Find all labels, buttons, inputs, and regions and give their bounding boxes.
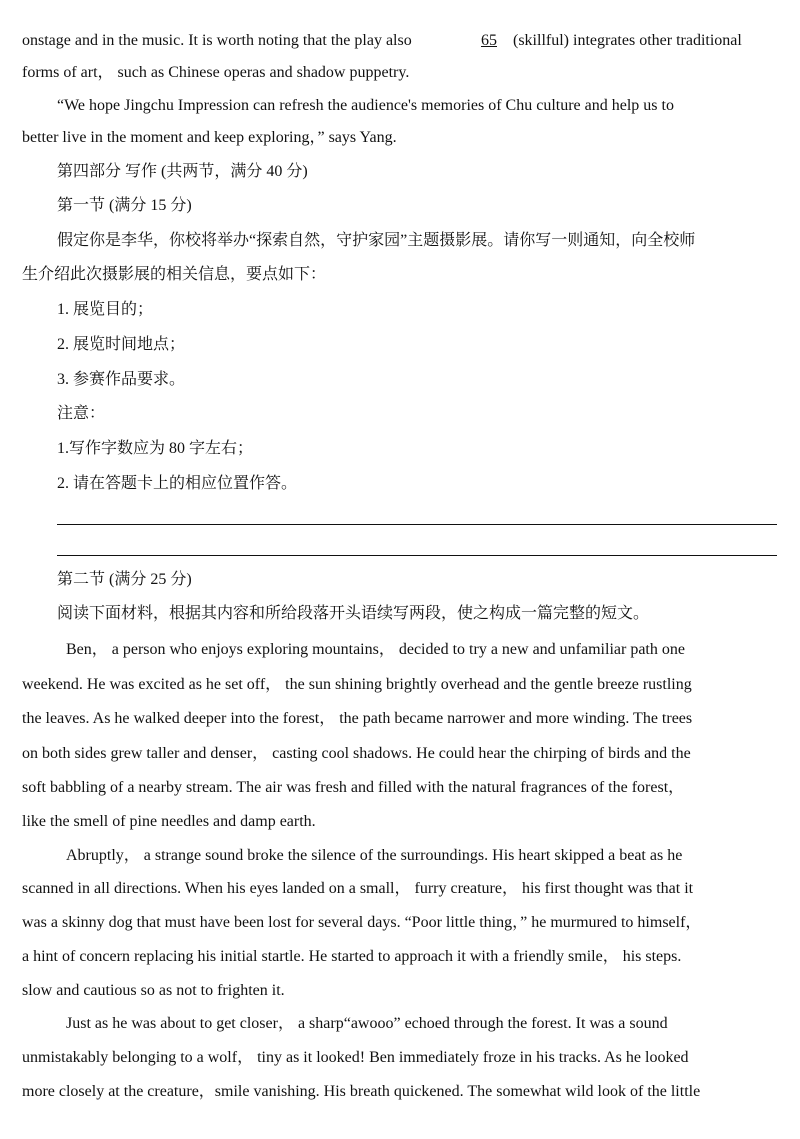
prompt-line <box>0 225 800 257</box>
list-item <box>0 329 800 361</box>
story-text: Ben， a person who enjoys exploring mountains， decided to try a new and unfamiliar path one <box>66 641 685 658</box>
story-text: on both sides grew taller and denser， casting cool shadows. He could hear the chirping of birds and the <box>22 745 691 762</box>
story-line <box>0 738 800 770</box>
story-text: weekend. He was excited as he set off， the sun shining brightly overhead and the gentle breeze rustling <box>22 676 692 693</box>
point-text: 3. 参赛作品要求。 <box>57 371 186 388</box>
story-line <box>0 941 800 973</box>
story-line <box>0 873 800 905</box>
passage-line <box>0 122 800 154</box>
story-line <box>0 1042 800 1074</box>
story-text: was a skinny dog that must have been lost for several days. “Poor little thing，” he murmured to himself， <box>22 914 702 931</box>
story-text: more closely at the creature，smile vanishing. His breath quickened. The somewhat wild look of the little <box>22 1083 701 1100</box>
story-line <box>0 975 800 1007</box>
passage-text: (skillful) integrates other traditional <box>513 32 742 49</box>
list-item <box>0 364 800 396</box>
note-text: 2. 请在答题卡上的相应位置作答。 <box>57 475 298 492</box>
answer-line <box>57 555 777 556</box>
instruction-text: 阅读下面材料，根据其内容和所给段落开头语续写两段，使之构成一篇完整的短文。 <box>57 605 650 622</box>
point-text: 2. 展览时间地点； <box>57 336 186 353</box>
section-heading <box>0 564 800 596</box>
section-heading <box>0 190 800 222</box>
passage-text: better live in the moment and keep exploring，” says Yang. <box>22 129 397 146</box>
part-heading-text: 第四部分 写作 (共两节，满分 40 分) <box>57 163 308 180</box>
story-line <box>0 703 800 735</box>
passage-line <box>0 25 800 57</box>
blank-65: 65 <box>481 32 497 49</box>
story-line <box>0 634 800 666</box>
section-heading-text: 第一节 (满分 15 分) <box>57 197 192 214</box>
passage-text: “We hope Jingchu Impression can refresh the audience's memories of Chu culture and help us to <box>57 97 674 114</box>
story-line <box>0 907 800 939</box>
story-line <box>0 840 800 872</box>
story-text: unmistakably belonging to a wolf， tiny as it looked! Ben immediately froze in his tracks. As he looked <box>22 1049 689 1066</box>
section-heading-text: 第二节 (满分 25 分) <box>57 571 192 588</box>
part-heading <box>0 156 800 188</box>
story-text: scanned in all directions. When his eyes landed on a small， furry creature， his first thought was that it <box>22 880 694 897</box>
story-line <box>0 1008 800 1040</box>
story-text: slow and cautious so as not to frighten it. <box>22 982 285 999</box>
passage-text: forms of art， such as Chinese operas and shadow puppetry. <box>22 64 410 81</box>
story-line <box>0 1076 800 1108</box>
prompt-line <box>0 259 800 291</box>
story-text: Just as he was about to get closer， a sharp“awooo” echoed through the forest. It was a sound <box>66 1015 668 1032</box>
passage-line <box>0 57 800 89</box>
notes-label-text: 注意： <box>57 405 106 422</box>
story-text: the leaves. As he walked deeper into the forest， the path became narrower and more winding. The trees <box>22 710 693 727</box>
list-item <box>0 294 800 326</box>
story-text: like the smell of pine needles and damp earth. <box>22 813 316 830</box>
note-item <box>0 433 800 465</box>
point-text: 1. 展览目的； <box>57 301 154 318</box>
instruction-line <box>0 598 800 630</box>
notes-label <box>0 398 800 430</box>
note-text: 1.写作字数应为 80 字左右； <box>57 440 254 457</box>
note-item <box>0 468 800 500</box>
passage-text: onstage and in the music. It is worth noting that the play also <box>22 32 412 49</box>
story-line <box>0 772 800 804</box>
prompt-text: 生介绍此次摄影展的相关信息，要点如下： <box>22 266 327 283</box>
story-text: soft babbling of a nearby stream. The air was fresh and filled with the natural fragrances of the forest， <box>22 779 685 796</box>
prompt-text: 假定你是李华，你校将举办“探索自然，守护家园”主题摄影展。请你写一则通知，向全校师 <box>57 232 696 249</box>
answer-line <box>57 524 777 525</box>
story-line <box>0 806 800 838</box>
passage-line <box>0 90 800 122</box>
story-text: Abruptly， a strange sound broke the silence of the surroundings. His heart skipped a beat as he <box>66 847 683 864</box>
story-text: a hint of concern replacing his initial startle. He started to approach it with a friendly smile， his steps. <box>22 948 682 965</box>
story-line <box>0 669 800 701</box>
